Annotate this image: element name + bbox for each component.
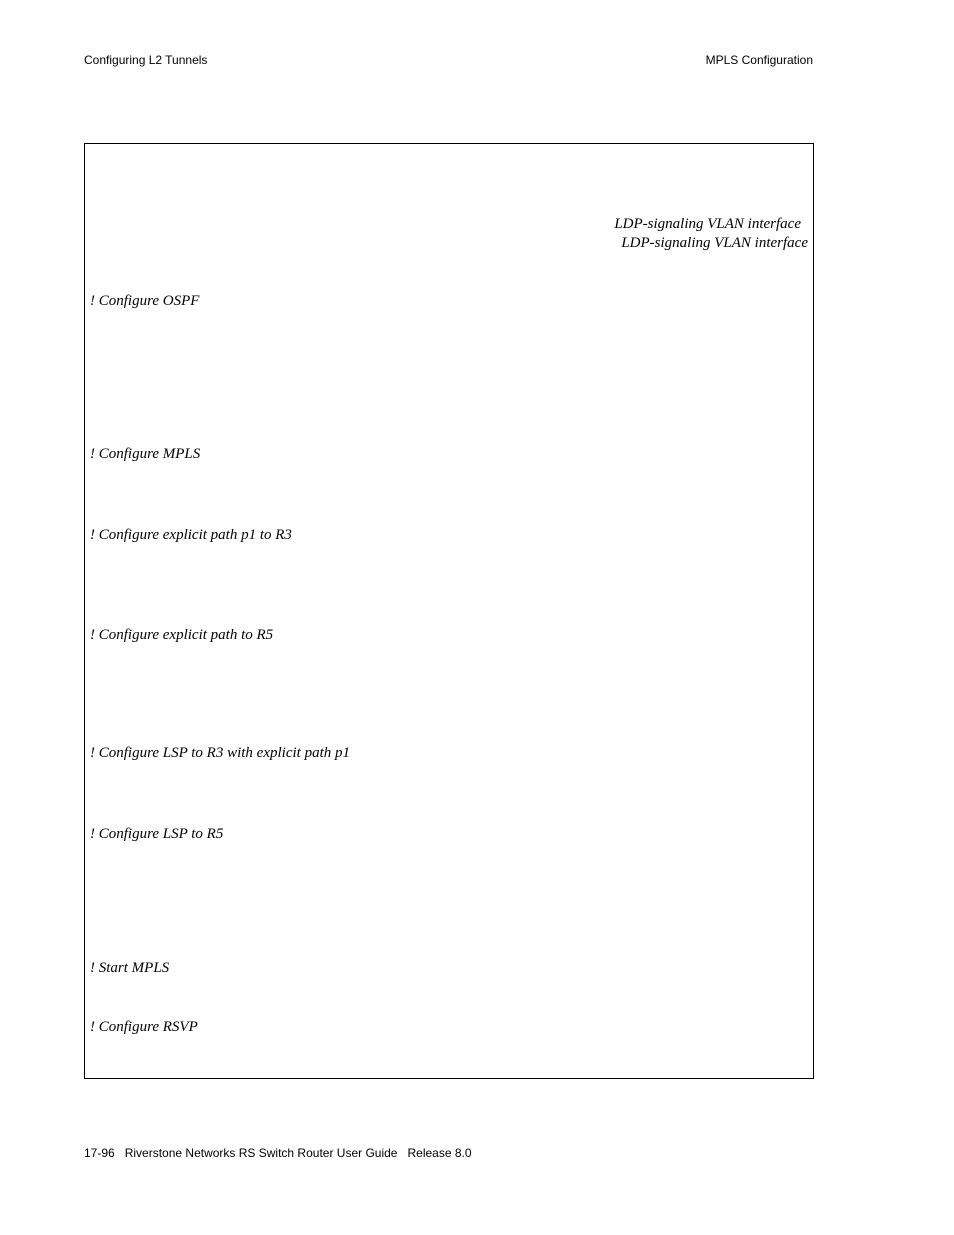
- config-listing-box: [84, 143, 814, 1079]
- running-header-right: MPLS Configuration: [705, 53, 813, 67]
- comment-configure-ospf: ! Configure OSPF: [90, 293, 200, 309]
- running-footer: [84, 1146, 472, 1160]
- comment-explicit-path-r5: ! Configure explicit path to R5: [90, 627, 274, 643]
- comment-configure-rsvp: ! Configure RSVP: [90, 1019, 198, 1035]
- right-comment-ldp-1: LDP-signaling VLAN interface: [614, 216, 801, 232]
- comment-configure-mpls: ! Configure MPLS: [90, 446, 201, 462]
- comment-start-mpls: ! Start MPLS: [90, 960, 170, 976]
- footer-page-number: 17-96: [84, 1146, 115, 1160]
- footer-release: Release 8.0: [407, 1146, 472, 1160]
- running-header-left: Configuring L2 Tunnels: [84, 53, 208, 67]
- right-comment-ldp-2: LDP-signaling VLAN interface: [621, 235, 808, 251]
- comment-lsp-r5: ! Configure LSP to R5: [90, 826, 224, 842]
- footer-guide-title: Riverstone Networks RS Switch Router User Guide: [124, 1146, 398, 1160]
- comment-explicit-path-p1: ! Configure explicit path p1 to R3: [90, 527, 292, 543]
- comment-lsp-r3: ! Configure LSP to R3 with explicit path p1: [90, 745, 350, 761]
